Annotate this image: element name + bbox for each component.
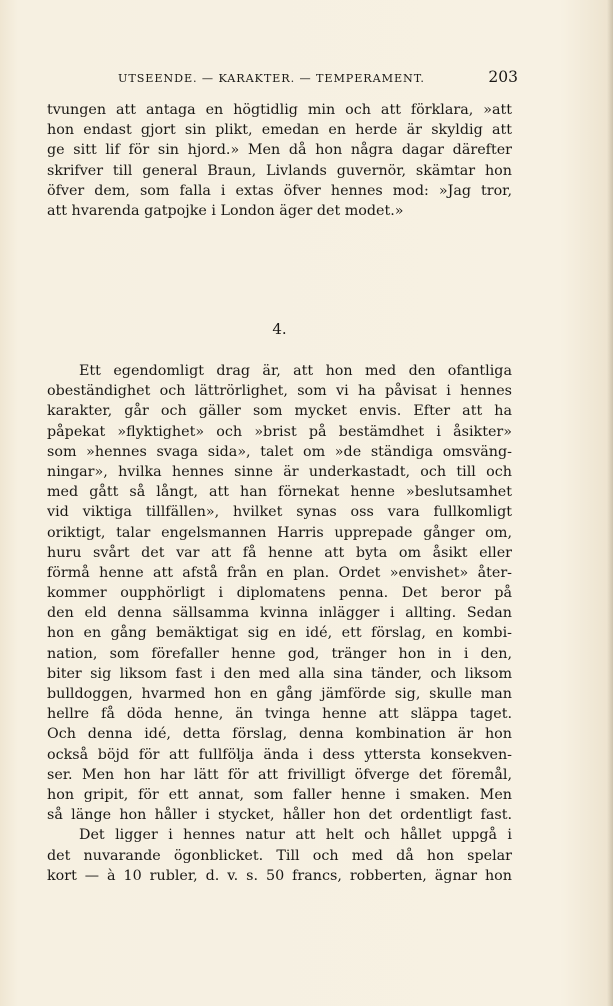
text-line: Ett egendomligt drag är, att hon med den ofantliga xyxy=(79,363,512,379)
text-line: så länge hon håller i stycket, håller hon det ordentligt fast. xyxy=(47,807,512,824)
text-line: hon gripit, för ett annat, som faller henne i smaken. Men xyxy=(47,786,512,803)
page-edge-shadow xyxy=(607,0,613,1006)
text-line: Det ligger i hennes natur att helt och hållet uppgå i xyxy=(79,827,512,844)
text-line: ge sitt lif för sin hjord.» Men då hon några dagar därefter xyxy=(47,142,512,159)
text-line: öfver dem, som falla i extas öfver hennes mod: »Jag tror, xyxy=(47,182,512,199)
text-line: hellre få döda henne, än tvinga henne att släppa taget. xyxy=(47,706,512,723)
text-line: ser. Men hon har lätt för att frivilligt öfverge det föremål, xyxy=(47,766,512,783)
text-line: med gått så långt, att han förnekat henne »beslutsamhet xyxy=(47,484,512,501)
section-number: 4. xyxy=(272,320,287,338)
text-line: vid viktiga tillfällen», hvilket synas oss vara fullkomligt xyxy=(47,504,512,521)
text-line: biter sig liksom fast i den med alla sina tänder, och liksom xyxy=(47,665,512,682)
text-line: förmå henne att afstå från en plan. Ordet »envishet» åter- xyxy=(47,564,512,581)
text-line: obeständighet och lättrörlighet, som vi ha påvisat i hennes xyxy=(47,383,512,400)
text-line: hon endast gjort sin plikt, emedan en herde är skyldig att xyxy=(47,122,512,139)
text-line: Och denna idé, detta förslag, denna kombination är hon xyxy=(47,726,512,743)
text-line: karakter, går och gäller som mycket envis. Efter att ha xyxy=(47,403,512,420)
text-line: som »hennes svaga sida», talet om »de ständiga omsväng- xyxy=(47,443,512,460)
page-number: 203 xyxy=(488,68,518,86)
text-line: också böjd för att fullfölja ända i dess yttersta konsekven- xyxy=(47,746,512,763)
text-line: bulldoggen, hvarmed hon en gång jämförde sig, skulle man xyxy=(47,686,512,702)
text-line: kort — à 10 rubler, d. v. s. 50 francs, robberten, ägnar hon xyxy=(47,867,512,884)
text-line: nation, som förefaller henne god, tränger hon in i den, xyxy=(47,645,512,662)
text-line: skrifver till general Braun, Livlands guvernör, skämtar hon xyxy=(47,162,512,179)
running-head: UTSEENDE. — KARAKTER. — TEMPERAMENT. xyxy=(118,72,425,85)
text-line: hon en gång bemäktigat sig en idé, ett förslag, en kombi- xyxy=(47,625,512,642)
continuation-paragraph xyxy=(47,100,512,221)
text-line: oriktigt, talar engelsmannen Harris upprepade gånger om, xyxy=(47,524,512,541)
text-line: tvungen att antaga en högtidlig min och att förklara, »att xyxy=(47,102,512,118)
text-line: huru svårt det var att få henne att byta om åsikt eller xyxy=(47,544,512,561)
text-line: påpekat »flyktighet» och »brist på bestämdhet i åsikter» xyxy=(47,423,512,440)
section-paragraph xyxy=(47,361,512,886)
text-line: kommer oupphörligt i diplomatens penna. Det beror på xyxy=(47,585,512,602)
text-line: att hvarenda gatpojke i London äger det modet.» xyxy=(47,202,404,219)
text-line: det nuvarande ögonblicket. Till och med då hon spelar xyxy=(47,847,512,864)
text-line: ningar», hvilka hennes sinne är underkastadt, och till och xyxy=(47,463,512,480)
text-line: den eld denna sällsamma kvinna inlägger i allting. Sedan xyxy=(47,605,512,622)
